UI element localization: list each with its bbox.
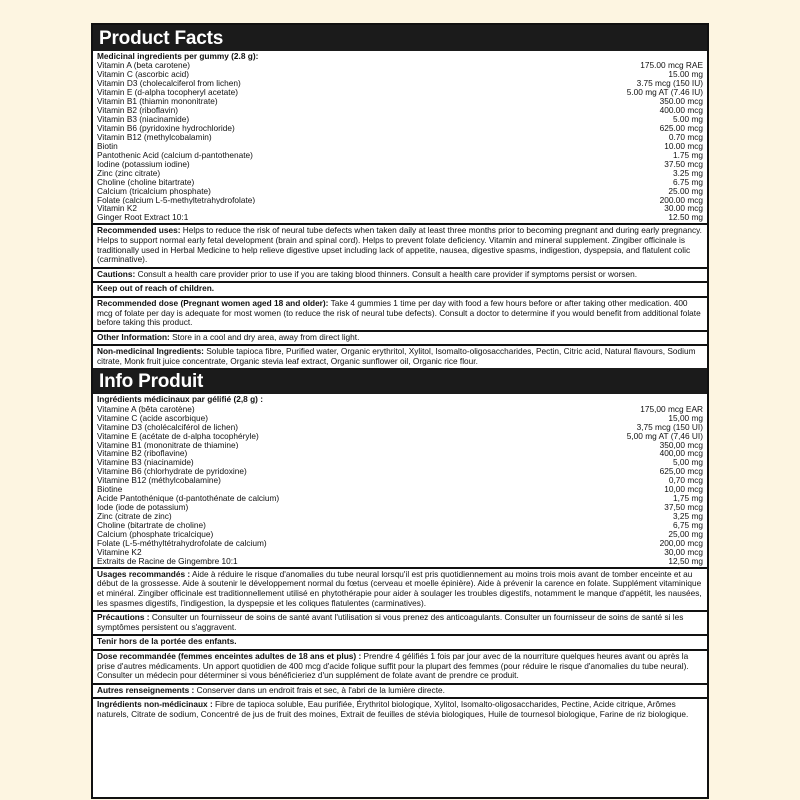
ingredient-amount: 15.00 mg bbox=[668, 69, 703, 80]
ingredient-name: Biotine bbox=[97, 485, 123, 495]
ingredient-name: Vitamin A (beta carotene) bbox=[97, 61, 191, 71]
ingredient-name: Vitamin B12 (methylcobalamin) bbox=[97, 132, 212, 142]
ingredient-amount: 400,00 mcg bbox=[659, 448, 703, 459]
ingredient-row bbox=[97, 133, 703, 142]
ingredient-row bbox=[97, 423, 703, 432]
ingredient-name: Calcium (tricalcium phosphate) bbox=[97, 186, 211, 196]
ingredient-row bbox=[97, 187, 703, 196]
ingredient-name: Vitamine D3 (cholécalciférol de lichen) bbox=[97, 422, 238, 432]
ingredient-row bbox=[97, 432, 703, 441]
ingredient-row bbox=[97, 548, 703, 557]
ingredient-name: Vitamine A (bêta carotène) bbox=[97, 404, 195, 414]
ingredient-name: Vitamin B3 (niacinamide) bbox=[97, 114, 190, 124]
recommended-uses-text: Helps to reduce the risk of neural tube defects when taken daily at least three months prior to becoming pregnant and during early pregnancy. Helps to support normal early fetal development (brain and spinal cord). Helps to prevent folate deficiency. Vitamin and mineral supplement. Zingiber officinale is traditionally used in Herbal Medicine to help relieve digestive upset including lack of appetite, nausea, digestive spasms, indigestion, dyspepsia, and flatulent colic (carminative). bbox=[97, 225, 702, 265]
ingredient-amount: 625,00 mcg bbox=[659, 466, 703, 477]
ingredient-name: Folate (L-5-méthyltétrahydrofolate de calcium) bbox=[97, 538, 267, 548]
ingredient-row bbox=[97, 115, 703, 124]
ingredient-amount: 6.75 mg bbox=[673, 176, 703, 187]
ingredient-row bbox=[97, 124, 703, 133]
ingredient-row bbox=[97, 512, 703, 521]
ingredient-row bbox=[97, 485, 703, 494]
ingredient-amount: 37,50 mcg bbox=[664, 502, 703, 513]
autres-renseignements-text: Conserver dans un endroit frais et sec, à l'abri de la lumière directe. bbox=[196, 684, 445, 695]
ingredient-amount: 15,00 mg bbox=[668, 412, 703, 423]
ingredient-row bbox=[97, 503, 703, 512]
ingredient-name: Zinc (zinc citrate) bbox=[97, 168, 161, 178]
non-medicinal-ingredients-label: Non-medicinal Ingredients: bbox=[97, 346, 204, 357]
ingredient-amount: 10,00 mcg bbox=[664, 484, 703, 495]
ingredient-row bbox=[97, 196, 703, 205]
medicinal-ingredients-section-en bbox=[93, 51, 707, 225]
ingredient-name: Vitamin D3 (cholecalciferol from lichen) bbox=[97, 79, 241, 89]
ingredient-row bbox=[97, 494, 703, 503]
ingredient-amount: 625.00 mcg bbox=[659, 122, 703, 133]
ingredient-name: Vitamin E (d-alpha tocopheryl acetate) bbox=[97, 88, 238, 98]
ingredient-row bbox=[97, 169, 703, 178]
ingredient-list-en bbox=[97, 61, 703, 222]
dose-recommandee-text: Prendre 4 gélifiés 1 fois par jour avec de la nourriture quelques heures avant ou après la prise d'autres médicaments. Un apport quotidien de 400 mcg d'acide folique suffit pour la plupart des femmes (pour réduire le risque d'anomalies du tube neural). Consulter un médecin pour déterminer si vous bénéficieriez d'un supplément de folate avant de prendre ce produit. bbox=[97, 651, 689, 681]
ingredient-row bbox=[97, 476, 703, 485]
ingredient-name: Vitamine K2 bbox=[97, 547, 142, 557]
ingredient-name: Calcium (phosphate tricalcique) bbox=[97, 530, 214, 539]
ingredient-row bbox=[97, 79, 703, 88]
ingredient-amount: 6,75 mg bbox=[673, 520, 703, 531]
ingredient-list-fr bbox=[97, 405, 703, 566]
precautions-section bbox=[93, 612, 707, 636]
other-information-text: Store in a cool and dry area, away from direct light. bbox=[172, 331, 360, 342]
medicinal-ingredients-section-fr bbox=[93, 394, 707, 568]
ingredient-amount: 175.00 mcg RAE bbox=[640, 60, 703, 71]
ingredient-amount: 0.70 mcg bbox=[668, 131, 703, 142]
ingredient-name: Acide Pantothénique (d-pantothénate de calcium) bbox=[97, 494, 280, 504]
ingredient-amount: 30.00 mcg bbox=[664, 203, 703, 214]
ingredient-amount: 1,75 mg bbox=[673, 493, 703, 504]
keep-out-of-reach-section bbox=[93, 283, 707, 298]
usages-recommandes-label: Usages recommandés : bbox=[97, 568, 191, 579]
keep-out-of-reach-text: Keep out of reach of children. bbox=[97, 283, 215, 294]
tenir-hors-portee-section bbox=[93, 636, 707, 651]
dose-recommandee-section bbox=[93, 651, 707, 685]
ingredient-amount: 350,00 mcg bbox=[659, 439, 703, 450]
non-medicinal-ingredients-text: Soluble tapioca fibre, Purified water, Organic erythritol, Xylitol, Isomalto-oligosaccharides, Pectin, Citric acid, Natural flavours, Sodium citrate, Monk fruit juice concentrate, Organic stevia leaf extract, Organic sunflower oil, Organic rice flour. bbox=[97, 346, 696, 366]
ingredient-amount: 200,00 mcg bbox=[659, 537, 703, 548]
ingredient-row bbox=[97, 557, 703, 566]
product-facts-header: Product Facts bbox=[93, 25, 707, 51]
ingredient-amount: 5,00 mg AT (7,46 UI) bbox=[626, 430, 703, 441]
ingredient-name: Vitamine B12 (méthylcobalamine) bbox=[97, 476, 221, 486]
ingredient-name: Folate (calcium L-5-methyltetrahydrofolate) bbox=[97, 195, 256, 205]
ingredient-name: Vitamine C (acide ascorbique) bbox=[97, 413, 208, 423]
ingredient-amount: 25,00 mg bbox=[668, 529, 703, 540]
medicinal-ingredients-title: Medicinal ingredients per gummy (2.8 g): bbox=[97, 51, 259, 61]
ingredient-row bbox=[97, 106, 703, 115]
ingredient-amount: 12.50 mg bbox=[668, 212, 703, 223]
ingredient-row bbox=[97, 70, 703, 79]
ingredient-name: Vitamine B2 (riboflavine) bbox=[97, 449, 188, 459]
ingredient-amount: 1.75 mg bbox=[673, 149, 703, 160]
other-information-section bbox=[93, 332, 707, 347]
ingredient-name: Vitamine E (acétate de d-alpha tocophéryle) bbox=[97, 431, 259, 441]
ingredient-row bbox=[97, 414, 703, 423]
ingredient-amount: 3,75 mcg (150 UI) bbox=[636, 421, 703, 432]
ingredient-row bbox=[97, 441, 703, 450]
ingredient-name: Vitamin B6 (pyridoxine hydrochloride) bbox=[97, 123, 235, 133]
non-medicinal-ingredients-section bbox=[93, 346, 707, 368]
ingredient-name: Pantothenic Acid (calcium d-pantothenate) bbox=[97, 150, 253, 160]
ingredient-amount: 400.00 mcg bbox=[659, 104, 703, 115]
ingredients-non-medicinaux-label: Ingrédients non-médicinaux : bbox=[97, 699, 213, 710]
ingredient-amount: 5.00 mg AT (7.46 IU) bbox=[626, 87, 703, 98]
autres-renseignements-label: Autres renseignements : bbox=[97, 684, 195, 695]
ingredient-name: Vitamine B3 (niacinamide) bbox=[97, 458, 194, 468]
info-produit-header: Info Produit bbox=[93, 368, 707, 394]
ingredient-amount: 30,00 mcg bbox=[664, 546, 703, 557]
ingredient-row bbox=[97, 530, 703, 539]
ingredient-name: Extraits de Racine de Gingembre 10:1 bbox=[97, 556, 238, 566]
ingredient-amount: 5,00 mg bbox=[673, 457, 703, 468]
ingredient-amount: 350.00 mcg bbox=[659, 96, 703, 107]
recommended-dose-section bbox=[93, 298, 707, 332]
recommended-dose-label: Recommended dose (Pregnant women aged 18 and older): bbox=[97, 297, 329, 308]
ingredient-name: Vitamine B1 (mononitrate de thiamine) bbox=[97, 440, 239, 450]
usages-recommandes-text: Aide à réduire le risque d'anomalies du tube neural lorsqu'il est pris quotidiennement au moins trois mois avant de tomber enceinte et au début de la grossesse. Aide à soutenir le développement normal du fœtus (cerveau et moelle épinière). Aide à prévenir la carence en folate. Supplément vitaminique et minéral. Zingiber officinale est traditionnellement utilisé en phytothérapie pour aider à soulager les troubles digestifs, notamment le manque d'appétit, les nausées, les spasmes digestifs, l'indigestion, la dyspepsie et les coliques flatulentes (carminatives). bbox=[97, 568, 702, 608]
cautions-text: Consult a health care provider prior to use if you are taking blood thinners. Consult a health care provider if symptoms persist or worsen. bbox=[137, 268, 638, 279]
precautions-text: Consulter un fournisseur de soins de santé avant l'utilisation si vous prenez des anticoagulants. Consulter un fournisseur de soins de santé si les symptômes persistent ou s'aggravent. bbox=[97, 612, 684, 632]
product-label-panel bbox=[91, 23, 709, 799]
ingredients-medicinaux-title: Ingrédients médicinaux par gélifié (2,8 g) : bbox=[97, 394, 263, 405]
ingredient-amount: 175,00 mcg EAR bbox=[640, 403, 703, 414]
cautions-label: Cautions: bbox=[97, 268, 136, 279]
ingredients-non-medicinaux-text: Fibre de tapioca soluble, Eau purifiée, Érythritol biologique, Xylitol, Isomalto-oligosaccharides, Pectine, Acide citrique, Arômes naturels, Citrate de sodium, Concentré de jus de fruit des moines, Extrait de feuilles de stévia biologiques, Huile de tournesol biologique, Farine de riz biologique. bbox=[97, 699, 689, 719]
ingredient-row bbox=[97, 467, 703, 476]
ingredient-row bbox=[97, 213, 703, 222]
ingredient-amount: 200.00 mcg bbox=[659, 194, 703, 205]
other-information-label: Other Information: bbox=[97, 331, 170, 342]
ingredient-amount: 3.75 mcg (150 IU) bbox=[636, 78, 703, 89]
ingredient-amount: 10.00 mcg bbox=[664, 140, 703, 151]
ingredient-name: Vitamin K2 bbox=[97, 204, 137, 214]
ingredient-row bbox=[97, 521, 703, 530]
ingredient-row bbox=[97, 88, 703, 97]
ingredient-name: Vitamin C (ascorbic acid) bbox=[97, 70, 190, 80]
ingredient-name: Biotin bbox=[97, 141, 118, 151]
ingredient-row bbox=[97, 458, 703, 467]
autres-renseignements-section bbox=[93, 685, 707, 700]
ingredient-name: Vitamine B6 (chlorhydrate de pyridoxine) bbox=[97, 467, 247, 477]
ingredient-row bbox=[97, 405, 703, 414]
ingredient-amount: 0,70 mcg bbox=[668, 475, 703, 486]
ingredient-amount: 25.00 mg bbox=[668, 185, 703, 196]
dose-recommandee-label: Dose recommandée (femmes enceintes adultes de 18 ans et plus) : bbox=[97, 651, 362, 661]
ingredients-non-medicinaux-section bbox=[93, 699, 707, 721]
ingredient-name: Choline (bitartrate de choline) bbox=[97, 521, 206, 531]
ingredient-row bbox=[97, 539, 703, 548]
ingredient-row bbox=[97, 160, 703, 169]
ingredient-amount: 3,25 mg bbox=[673, 511, 703, 522]
ingredient-row bbox=[97, 142, 703, 151]
ingredient-name: Ginger Root Extract 10:1 bbox=[97, 213, 189, 223]
ingredient-amount: 3.25 mg bbox=[673, 167, 703, 178]
ingredient-name: Vitamin B1 (thiamin mononitrate) bbox=[97, 97, 218, 106]
ingredient-row bbox=[97, 449, 703, 458]
recommended-dose-text: Take 4 gummies 1 time per day with food a few hours before or after taking other medication. 400 mcg of folate per day is adequate for most women (to reduce the risk of neural tube defects). Consult a doctor to determine if you would benefit from additional folate before taking this product. bbox=[97, 297, 701, 328]
precautions-label: Précautions : bbox=[97, 612, 150, 623]
tenir-hors-portee-text: Tenir hors de la portée des enfants. bbox=[97, 636, 237, 647]
ingredient-name: Iodine (potassium iodine) bbox=[97, 159, 190, 169]
ingredient-amount: 37.50 mcg bbox=[664, 158, 703, 169]
ingredient-name: Zinc (citrate de zinc) bbox=[97, 512, 172, 522]
ingredient-row bbox=[97, 178, 703, 187]
recommended-uses-label: Recommended uses: bbox=[97, 225, 181, 236]
ingredient-name: Vitamin B2 (riboflavin) bbox=[97, 105, 179, 115]
ingredient-row bbox=[97, 97, 703, 106]
cautions-section bbox=[93, 269, 707, 284]
ingredient-row bbox=[97, 151, 703, 160]
ingredient-row bbox=[97, 204, 703, 213]
ingredient-row bbox=[97, 61, 703, 70]
ingredient-amount: 12,50 mg bbox=[668, 555, 703, 566]
ingredient-name: Choline (choline bitartrate) bbox=[97, 177, 195, 187]
ingredient-amount: 5.00 mg bbox=[673, 113, 703, 124]
recommended-uses-section bbox=[93, 225, 707, 268]
usages-recommandes-section bbox=[93, 569, 707, 612]
ingredient-name: Iode (iode de potassium) bbox=[97, 503, 189, 513]
